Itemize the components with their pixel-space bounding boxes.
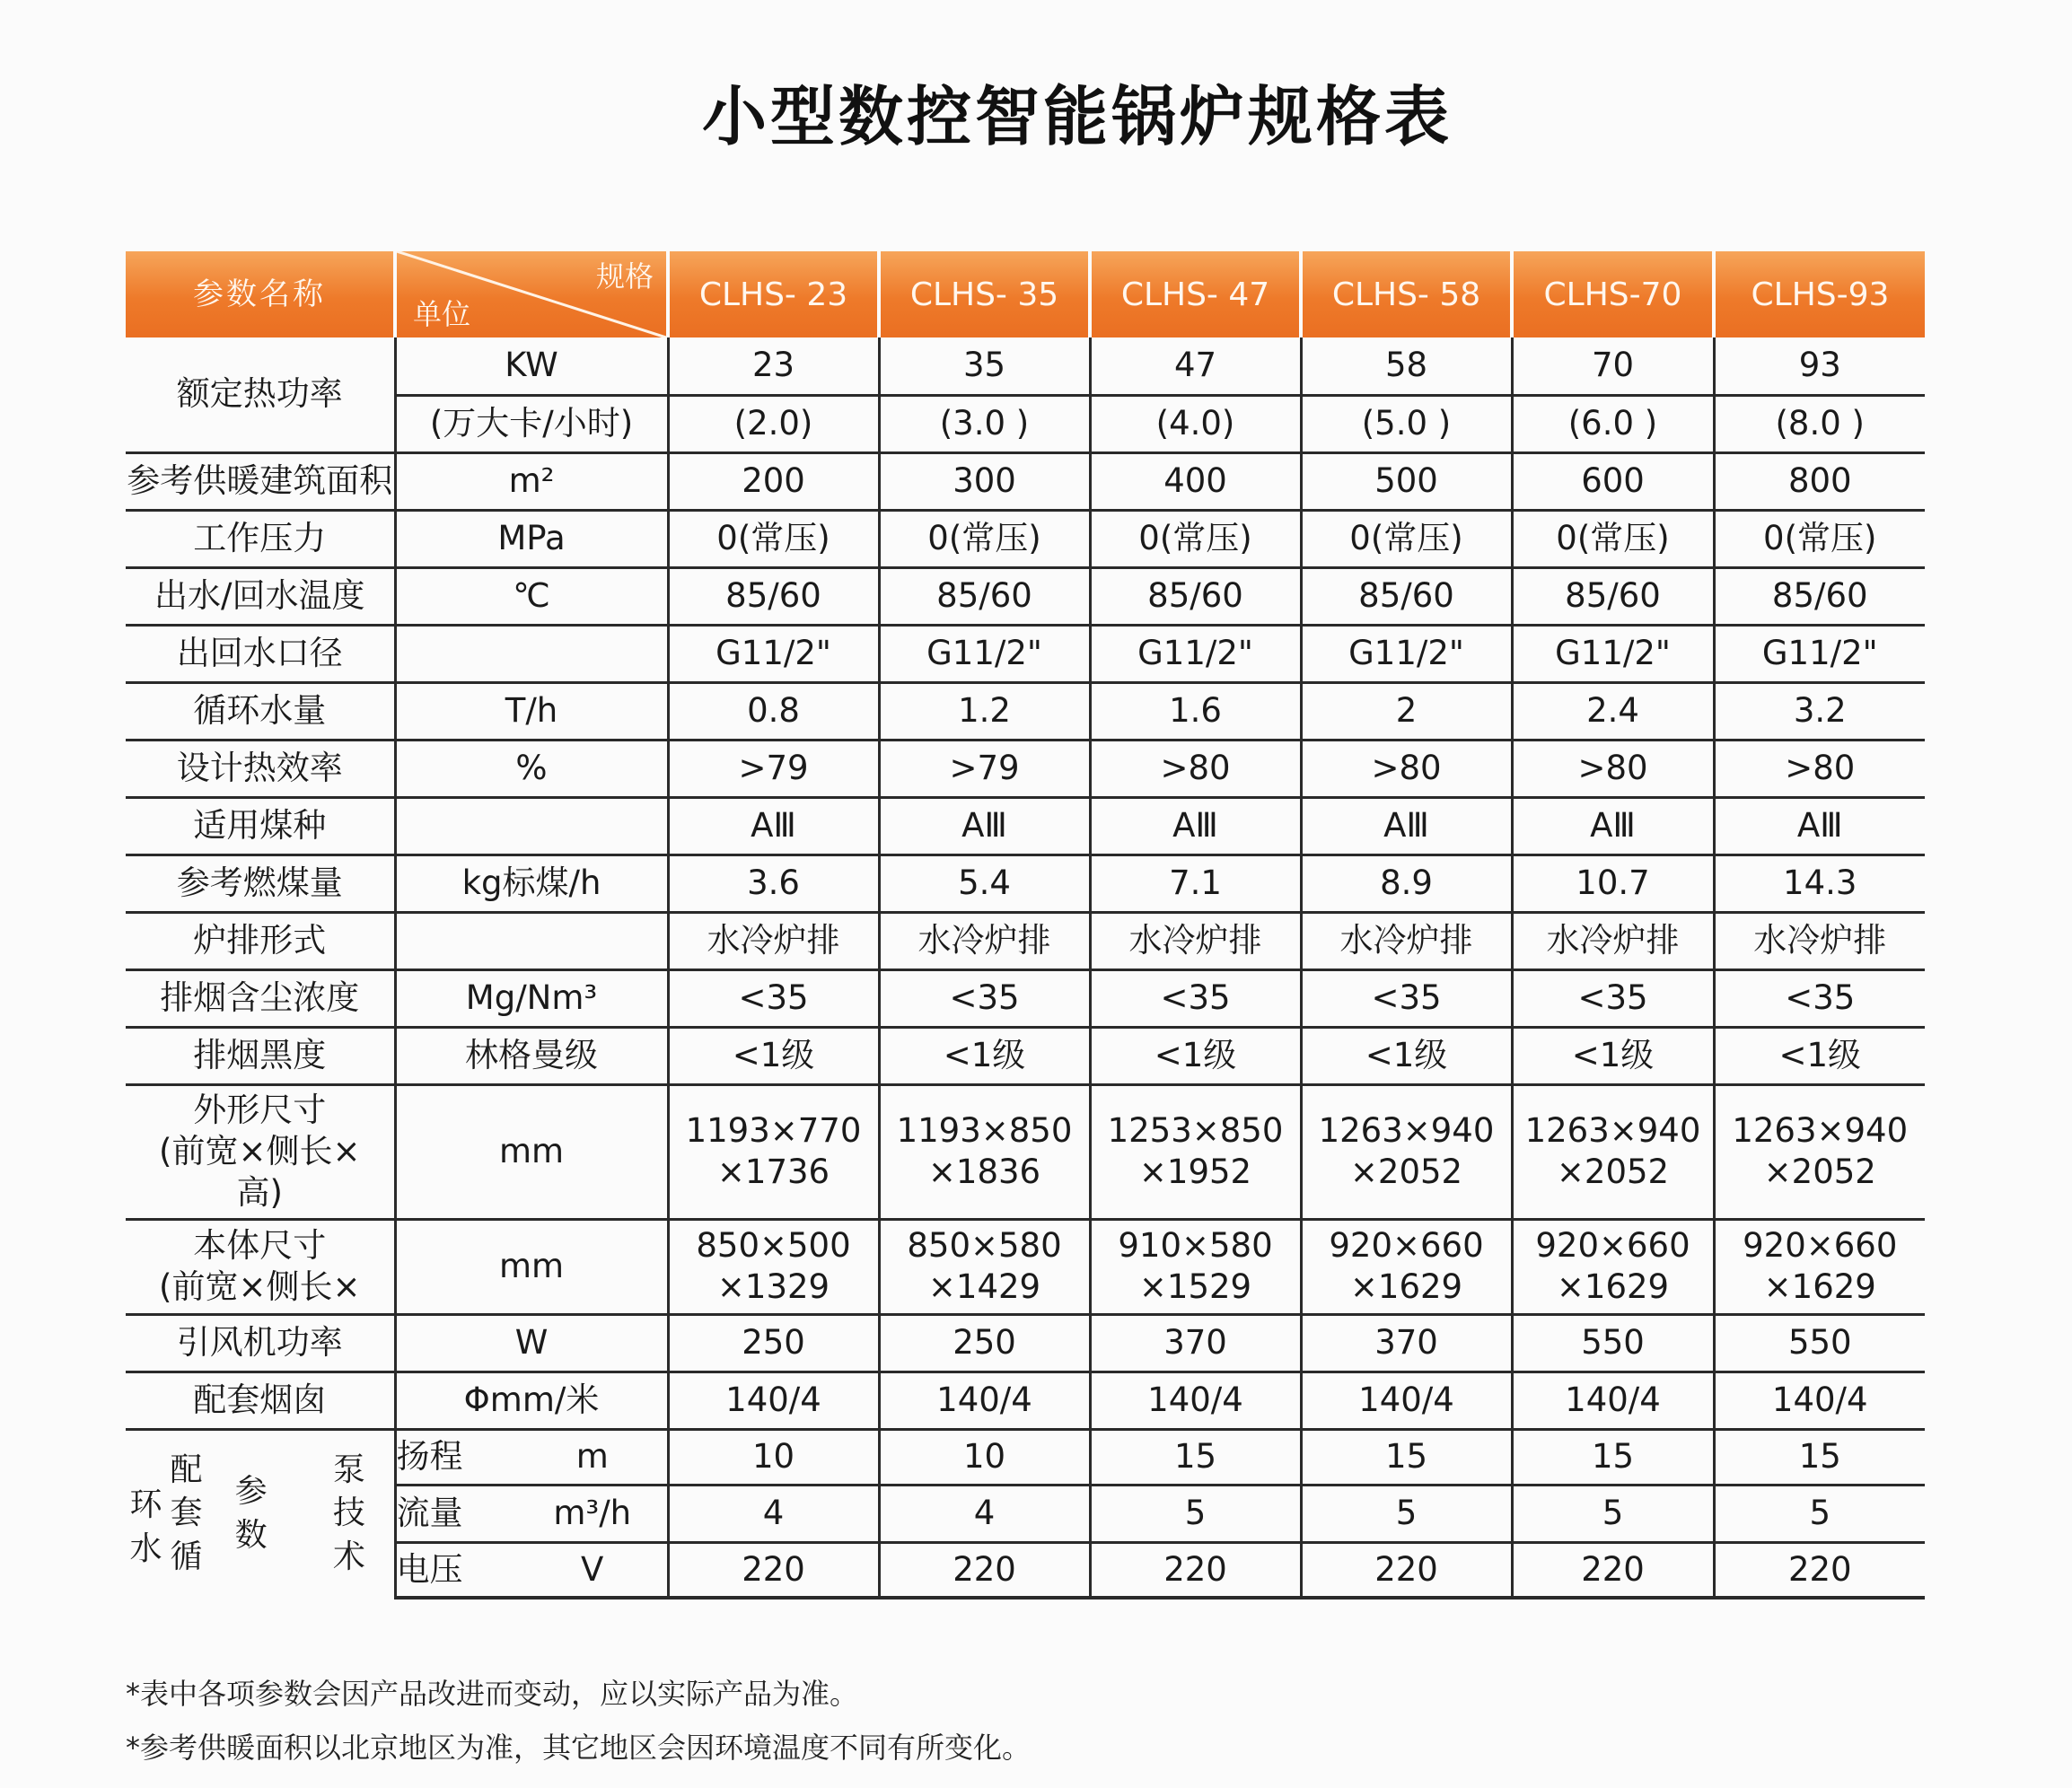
value-line: ×1629	[1556, 1267, 1670, 1306]
value-cell: G11/2"	[1301, 625, 1512, 682]
table-row	[126, 510, 1925, 567]
value-cell: <1级	[879, 1027, 1090, 1084]
value-line: ×1952	[1138, 1153, 1252, 1191]
pump-param-name: 扬程	[396, 1436, 463, 1476]
unit-cell: W	[395, 1314, 668, 1372]
page-title: 小型数控智能锅炉规格表	[701, 79, 1453, 154]
pump-group-col: 配套循	[170, 1451, 203, 1576]
value-cell: 水冷炉排	[1714, 912, 1925, 969]
value-cell: 0(常压)	[668, 510, 879, 567]
value-cell: 7.1	[1090, 855, 1301, 912]
value-cell: 0(常压)	[879, 510, 1090, 567]
value-cell	[1512, 1084, 1714, 1219]
unit-cell: mm	[395, 1084, 668, 1219]
value-cell: 70	[1512, 337, 1714, 395]
value-cell	[879, 1084, 1090, 1219]
value-cell: 0.8	[668, 682, 879, 740]
value-line: 1263×940	[1732, 1110, 1909, 1150]
value-cell: <35	[1512, 969, 1714, 1027]
value-cell: G11/2"	[1714, 625, 1925, 682]
pump-param-label	[395, 1485, 668, 1542]
value-cell: <1级	[1714, 1027, 1925, 1084]
value-cell: 8.9	[1301, 855, 1512, 912]
table-row	[126, 452, 1925, 510]
value-cell: (6.0 )	[1512, 395, 1714, 452]
value-cell: 5	[1301, 1485, 1512, 1542]
value-cell: (2.0)	[668, 395, 879, 452]
value-cell: <35	[668, 969, 879, 1027]
unit-cell	[395, 912, 668, 969]
value-cell: AⅢ	[1301, 797, 1512, 855]
value-cell: 4	[668, 1485, 879, 1542]
header-model: CLHS- 23	[668, 251, 879, 337]
value-cell: 200	[668, 452, 879, 510]
table-row	[126, 969, 1925, 1027]
value-cell	[1714, 1219, 1925, 1314]
value-cell: 140/4	[668, 1372, 879, 1429]
value-cell: 5.4	[879, 855, 1090, 912]
row-label-line: (前宽×侧长×	[159, 1131, 361, 1170]
table-row	[126, 625, 1925, 682]
value-cell: G11/2"	[879, 625, 1090, 682]
value-cell: G11/2"	[1090, 625, 1301, 682]
table-row	[126, 1084, 1925, 1219]
value-cell: 1.6	[1090, 682, 1301, 740]
value-line: ×1836	[927, 1153, 1041, 1191]
value-cell: 140/4	[1301, 1372, 1512, 1429]
value-cell: 水冷炉排	[668, 912, 879, 969]
header-model: CLHS- 47	[1090, 251, 1301, 337]
row-label: 参考供暖建筑面积	[126, 452, 395, 510]
value-cell: >79	[668, 740, 879, 797]
row-label: 额定热功率	[176, 374, 343, 414]
value-cell: (3.0 )	[879, 395, 1090, 452]
value-cell: (4.0)	[1090, 395, 1301, 452]
pump-param-unit: m	[575, 1436, 609, 1476]
value-cell	[1301, 1219, 1512, 1314]
value-cell: 15	[1090, 1429, 1301, 1485]
table-row	[126, 740, 1925, 797]
value-cell: >79	[879, 740, 1090, 797]
value-line: 910×580	[1118, 1225, 1273, 1265]
value-cell: AⅢ	[1714, 797, 1925, 855]
value-cell: >80	[1512, 740, 1714, 797]
value-cell: 14.3	[1714, 855, 1925, 912]
value-cell: 140/4	[879, 1372, 1090, 1429]
pump-param-unit: m³/h	[553, 1493, 632, 1532]
value-cell: 水冷炉排	[1301, 912, 1512, 969]
footnote: *表中各项参数会因产品改进而变动，应以实际产品为准。	[126, 1677, 859, 1711]
value-line: ×2052	[1349, 1153, 1463, 1191]
table-row	[126, 1314, 1925, 1372]
value-cell: 10	[879, 1429, 1090, 1485]
value-cell: 85/60	[668, 567, 879, 625]
value-cell: 23	[668, 337, 879, 395]
row-label: 引风机功率	[126, 1314, 395, 1372]
header-spec-label: 规格	[595, 259, 654, 294]
value-cell: 0(常压)	[1301, 510, 1512, 567]
header-row	[126, 251, 1925, 337]
value-cell: 15	[1714, 1429, 1925, 1485]
table-row	[126, 1429, 1925, 1485]
value-cell: 140/4	[1512, 1372, 1714, 1429]
value-line: 1193×850	[896, 1110, 1073, 1150]
pump-param-label	[395, 1429, 668, 1485]
unit-cell: KW	[395, 337, 668, 395]
value-cell: 600	[1512, 452, 1714, 510]
value-cell: >80	[1714, 740, 1925, 797]
row-label: 循环水量	[126, 682, 395, 740]
unit-cell: MPa	[395, 510, 668, 567]
value-line: ×1629	[1349, 1267, 1463, 1306]
value-line: ×1736	[716, 1153, 830, 1191]
value-line: ×1629	[1763, 1267, 1876, 1306]
pump-group-label	[126, 1429, 206, 1598]
pump-group-col: 环水	[129, 1486, 162, 1567]
header-model: CLHS- 35	[879, 251, 1090, 337]
value-cell	[879, 1219, 1090, 1314]
unit-cell: mm	[395, 1219, 668, 1314]
pump-param-unit: V	[581, 1549, 604, 1589]
value-cell	[668, 1219, 879, 1314]
unit-cell: (万大卡/小时)	[395, 395, 668, 452]
row-label: 参考燃煤量	[126, 855, 395, 912]
value-line: 920×660	[1743, 1225, 1898, 1265]
value-cell: G11/2"	[1512, 625, 1714, 682]
value-line: ×1529	[1138, 1267, 1252, 1306]
value-cell: 140/4	[1714, 1372, 1925, 1429]
value-cell: <35	[879, 969, 1090, 1027]
pump-group-col: 泵技术	[332, 1451, 365, 1576]
header-model: CLHS- 58	[1301, 251, 1512, 337]
value-cell: 水冷炉排	[1512, 912, 1714, 969]
value-cell: <1级	[1512, 1027, 1714, 1084]
value-cell: 220	[668, 1542, 879, 1598]
value-cell: 5	[1512, 1485, 1714, 1542]
value-cell: 0(常压)	[1714, 510, 1925, 567]
value-cell: <35	[1301, 969, 1512, 1027]
value-cell: <1级	[668, 1027, 879, 1084]
value-cell: 370	[1301, 1314, 1512, 1372]
value-cell: 10	[668, 1429, 879, 1485]
value-cell: <35	[1090, 969, 1301, 1027]
value-cell: 5	[1090, 1485, 1301, 1542]
value-line: 850×500	[696, 1225, 851, 1265]
value-cell: (8.0 )	[1714, 395, 1925, 452]
value-cell	[1512, 1219, 1714, 1314]
header-spec-unit	[395, 251, 668, 337]
value-line: 920×660	[1535, 1225, 1690, 1265]
value-cell: <1级	[1090, 1027, 1301, 1084]
value-cell: 220	[1714, 1542, 1925, 1598]
row-label: 工作压力	[126, 510, 395, 567]
value-cell: 5	[1714, 1485, 1925, 1542]
value-cell: AⅢ	[1090, 797, 1301, 855]
value-cell: >80	[1090, 740, 1301, 797]
value-cell: 370	[1090, 1314, 1301, 1372]
row-label: 出水/回水温度	[126, 567, 395, 625]
value-cell: 93	[1714, 337, 1925, 395]
value-cell: 1.2	[879, 682, 1090, 740]
value-line: 1253×850	[1107, 1110, 1284, 1150]
footnote: *参考供暖面积以北京地区为准，其它地区会因环境温度不同有所变化。	[126, 1731, 1032, 1765]
unit-cell: T/h	[395, 682, 668, 740]
row-label	[126, 1219, 395, 1314]
value-line: ×2052	[1763, 1153, 1876, 1191]
value-cell: 550	[1714, 1314, 1925, 1372]
value-cell: 140/4	[1090, 1372, 1301, 1429]
spec-table	[126, 251, 1925, 1600]
value-cell: 400	[1090, 452, 1301, 510]
value-cell: 220	[879, 1542, 1090, 1598]
table-row	[126, 682, 1925, 740]
unit-cell	[395, 797, 668, 855]
value-cell: 300	[879, 452, 1090, 510]
value-cell: 500	[1301, 452, 1512, 510]
row-label	[126, 1084, 395, 1219]
value-cell	[1090, 1219, 1301, 1314]
table-row	[126, 855, 1925, 912]
value-cell: 3.6	[668, 855, 879, 912]
pump-param-name: 流量	[396, 1493, 463, 1532]
value-line: 850×580	[907, 1225, 1062, 1265]
value-cell: 47	[1090, 337, 1301, 395]
row-label-line: (前宽×侧长×	[159, 1267, 361, 1306]
table-row	[126, 567, 1925, 625]
value-line: ×1329	[716, 1267, 830, 1306]
value-cell: AⅢ	[1512, 797, 1714, 855]
unit-cell: kg标煤/h	[395, 855, 668, 912]
value-cell	[668, 1084, 879, 1219]
header-model: CLHS-93	[1714, 251, 1925, 337]
value-cell: 85/60	[1301, 567, 1512, 625]
unit-cell: %	[395, 740, 668, 797]
value-cell: 220	[1512, 1542, 1714, 1598]
value-cell: 10.7	[1512, 855, 1714, 912]
table-row	[126, 1485, 1925, 1542]
pump-param-label	[395, 1542, 668, 1598]
value-cell: 0(常压)	[1090, 510, 1301, 567]
header-unit-label: 单位	[413, 297, 471, 331]
value-cell: 250	[879, 1314, 1090, 1372]
value-cell	[1714, 1084, 1925, 1219]
unit-cell	[395, 625, 668, 682]
unit-cell: Φmm/米	[395, 1372, 668, 1429]
pump-group-col: 参数	[234, 1473, 268, 1554]
value-cell: 85/60	[1714, 567, 1925, 625]
row-label: 炉排形式	[126, 912, 395, 969]
value-cell: <35	[1714, 969, 1925, 1027]
unit-cell: ℃	[395, 567, 668, 625]
value-cell: 0(常压)	[1512, 510, 1714, 567]
unit-cell: Mg/Nm³	[395, 969, 668, 1027]
unit-cell: 林格曼级	[395, 1027, 668, 1084]
table-row	[126, 912, 1925, 969]
value-cell: 3.2	[1714, 682, 1925, 740]
value-cell: AⅢ	[879, 797, 1090, 855]
value-cell: <1级	[1301, 1027, 1512, 1084]
value-cell: 水冷炉排	[879, 912, 1090, 969]
value-cell: 220	[1090, 1542, 1301, 1598]
table-row	[126, 1372, 1925, 1429]
value-cell: AⅢ	[668, 797, 879, 855]
value-cell: G11/2"	[668, 625, 879, 682]
value-cell: 35	[879, 337, 1090, 395]
pump-group-label	[206, 1429, 395, 1598]
row-label: 配套烟囱	[126, 1372, 395, 1429]
value-cell: 550	[1512, 1314, 1714, 1372]
header-model: CLHS-70	[1512, 251, 1714, 337]
row-label-line: 高)	[236, 1173, 283, 1213]
table-row	[126, 1027, 1925, 1084]
value-cell: 800	[1714, 452, 1925, 510]
value-cell	[1301, 1084, 1512, 1219]
value-cell: 220	[1301, 1542, 1512, 1598]
header-param-name: 参数名称	[126, 251, 395, 337]
row-label-line: 本体尺寸	[193, 1225, 327, 1265]
table-row	[126, 395, 1925, 452]
row-label: 排烟含尘浓度	[126, 969, 395, 1027]
row-label: 出回水口径	[126, 625, 395, 682]
value-cell: 85/60	[879, 567, 1090, 625]
value-cell: 2	[1301, 682, 1512, 740]
value-cell: (5.0 )	[1301, 395, 1512, 452]
value-cell: >80	[1301, 740, 1512, 797]
table-row	[126, 337, 1925, 395]
value-line: ×1429	[927, 1267, 1041, 1306]
row-label-line: 外形尺寸	[193, 1090, 327, 1129]
value-cell: 4	[879, 1485, 1090, 1542]
table-row	[126, 1219, 1925, 1314]
value-cell: 2.4	[1512, 682, 1714, 740]
value-line: 920×660	[1329, 1225, 1484, 1265]
table-row	[126, 797, 1925, 855]
value-cell: 85/60	[1512, 567, 1714, 625]
table-row	[126, 1542, 1925, 1598]
value-cell: 15	[1512, 1429, 1714, 1485]
value-cell: 85/60	[1090, 567, 1301, 625]
row-label: 适用煤种	[126, 797, 395, 855]
unit-cell: m²	[395, 452, 668, 510]
row-label: 排烟黑度	[126, 1027, 395, 1084]
value-line: 1193×770	[685, 1110, 862, 1150]
row-label: 设计热效率	[126, 740, 395, 797]
pump-param-name: 电压	[396, 1549, 463, 1589]
value-line: ×2052	[1556, 1153, 1670, 1191]
value-cell: 15	[1301, 1429, 1512, 1485]
value-line: 1263×940	[1318, 1110, 1495, 1150]
value-line: 1263×940	[1524, 1110, 1701, 1150]
value-cell: 250	[668, 1314, 879, 1372]
value-cell	[1090, 1084, 1301, 1219]
value-cell: 58	[1301, 337, 1512, 395]
value-cell: 水冷炉排	[1090, 912, 1301, 969]
